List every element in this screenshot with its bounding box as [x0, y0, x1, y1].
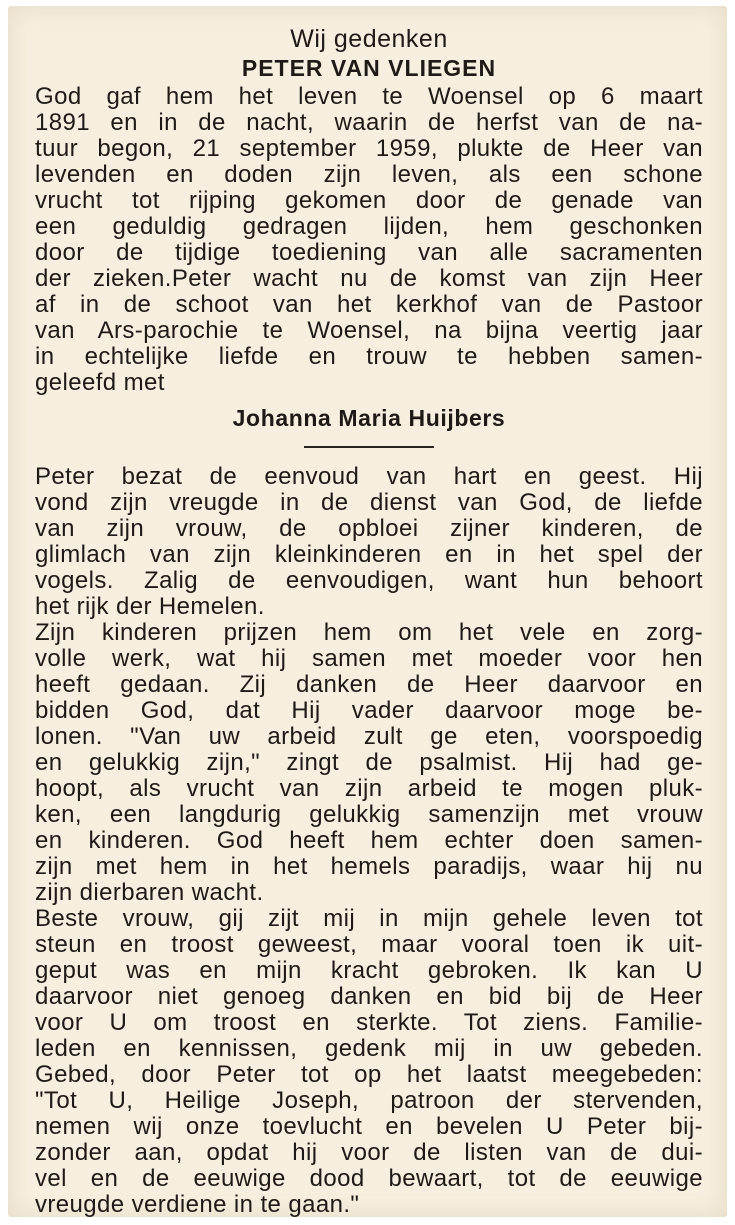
life-paragraph — [35, 84, 703, 396]
text-line: lonen. "Van uw arbeid zult ge eten, voorspoedig — [35, 723, 703, 750]
text-line: voor U om troost en sterkte. Tot ziens. Familie- — [35, 1009, 703, 1036]
text-line: daarvoor niet genoeg danken en bid bij de Heer — [35, 983, 703, 1010]
text-line: Zijn kinderen prijzen hem om het vele en zorg- — [35, 619, 703, 646]
text-line: "Tot U, Heilige Joseph, patroon der stervenden, — [35, 1087, 703, 1114]
intro-heading: Wij gedenken — [290, 25, 448, 53]
text-line: vrucht tot rijping gekomen door de genade van — [35, 187, 703, 214]
text-line: glimlach van zijn kleinkinderen en in het spel der — [35, 541, 703, 568]
text-line: vond zijn vreugde in de dienst van God, de liefde — [35, 489, 703, 516]
text-line: nemen wij onze toevlucht en bevelen U Peter bij- — [35, 1113, 703, 1140]
text-line: van zijn vrouw, de opbloei zijner kinderen, de — [35, 515, 703, 542]
wife-paragraph — [35, 906, 703, 1062]
character-paragraph — [35, 464, 703, 620]
text-line: levenden en doden zijn leven, als een schone — [35, 161, 703, 188]
spouse-name: Johanna Maria Huijbers — [232, 405, 506, 431]
text-line: Peter bezat de eenvoud van hart en geest. Hij — [35, 463, 703, 490]
text-line: en gelukkig zijn," zingt de psalmist. Hij had ge- — [35, 749, 703, 776]
text-line: steun en troost geweest, maar vooral toen ik uit- — [35, 931, 703, 958]
prayer-paragraph — [35, 1062, 703, 1218]
text-line: hoopt, als vrucht van zijn arbeid te mogen pluk- — [35, 775, 703, 802]
children-paragraph — [35, 620, 703, 906]
text-line: leden en kennissen, gedenk mij in uw gebeden. — [35, 1035, 703, 1062]
text-line: geput was en mijn kracht gebroken. Ik kan U — [35, 957, 703, 984]
text-line: 1891 en in de nacht, waarin de herfst van de na- — [35, 109, 703, 136]
text-line: en kinderen. God heeft hem echter doen samen- — [35, 827, 703, 854]
text-line: in echtelijke liefde en trouw te hebben samen- — [35, 343, 703, 370]
text-line: het rijk der Hemelen. — [35, 593, 265, 620]
text-line: tuur begon, 21 september 1959, plukte de Heer van — [35, 135, 703, 162]
deceased-name: PETER VAN VLIEGEN — [241, 55, 497, 81]
text-line: zijn dierbaren wacht. — [35, 879, 264, 906]
memorial-card — [8, 6, 727, 1217]
text-line: van Ars-parochie te Woensel, na bijna veertig jaar — [35, 317, 703, 344]
text-line: Beste vrouw, gij zijt mij in mijn gehele leven tot — [35, 905, 703, 932]
text-line: door de tijdige toediening van alle sacramenten — [35, 239, 703, 266]
text-line: af in de schoot van het kerkhof van de Pastoor — [35, 291, 703, 318]
text-line: bidden God, dat Hij vader daarvoor moge be- — [35, 697, 703, 724]
text-line: der zieken.Peter wacht nu de komst van zijn Heer — [35, 265, 703, 292]
divider-rule — [304, 446, 434, 448]
text-line: een geduldig gedragen lijden, hem geschonken — [35, 213, 703, 240]
text-line: Gebed, door Peter tot op het laatst meegebeden: — [35, 1061, 703, 1088]
text-line: God gaf hem het leven te Woensel op 6 maart — [35, 83, 703, 110]
text-line: heeft gedaan. Zij danken de Heer daarvoor en — [35, 671, 703, 698]
text-line: ken, een langdurig gelukkig samenzijn met vrouw — [35, 801, 703, 828]
text-line: vogels. Zalig de eenvoudigen, want hun behoort — [35, 567, 703, 594]
text-line: zijn met hem in het hemels paradijs, waar hij nu — [35, 853, 703, 880]
text-line: volle werk, wat hij samen met moeder voor hen — [35, 645, 703, 672]
text-line: zonder aan, opdat hij voor de listen van de dui- — [35, 1139, 703, 1166]
text-line: vel en de eeuwige dood bewaart, tot de eeuwige — [35, 1165, 703, 1192]
text-line: vreugde verdiene in te gaan." — [35, 1191, 360, 1218]
text-line: geleefd met — [35, 369, 165, 396]
